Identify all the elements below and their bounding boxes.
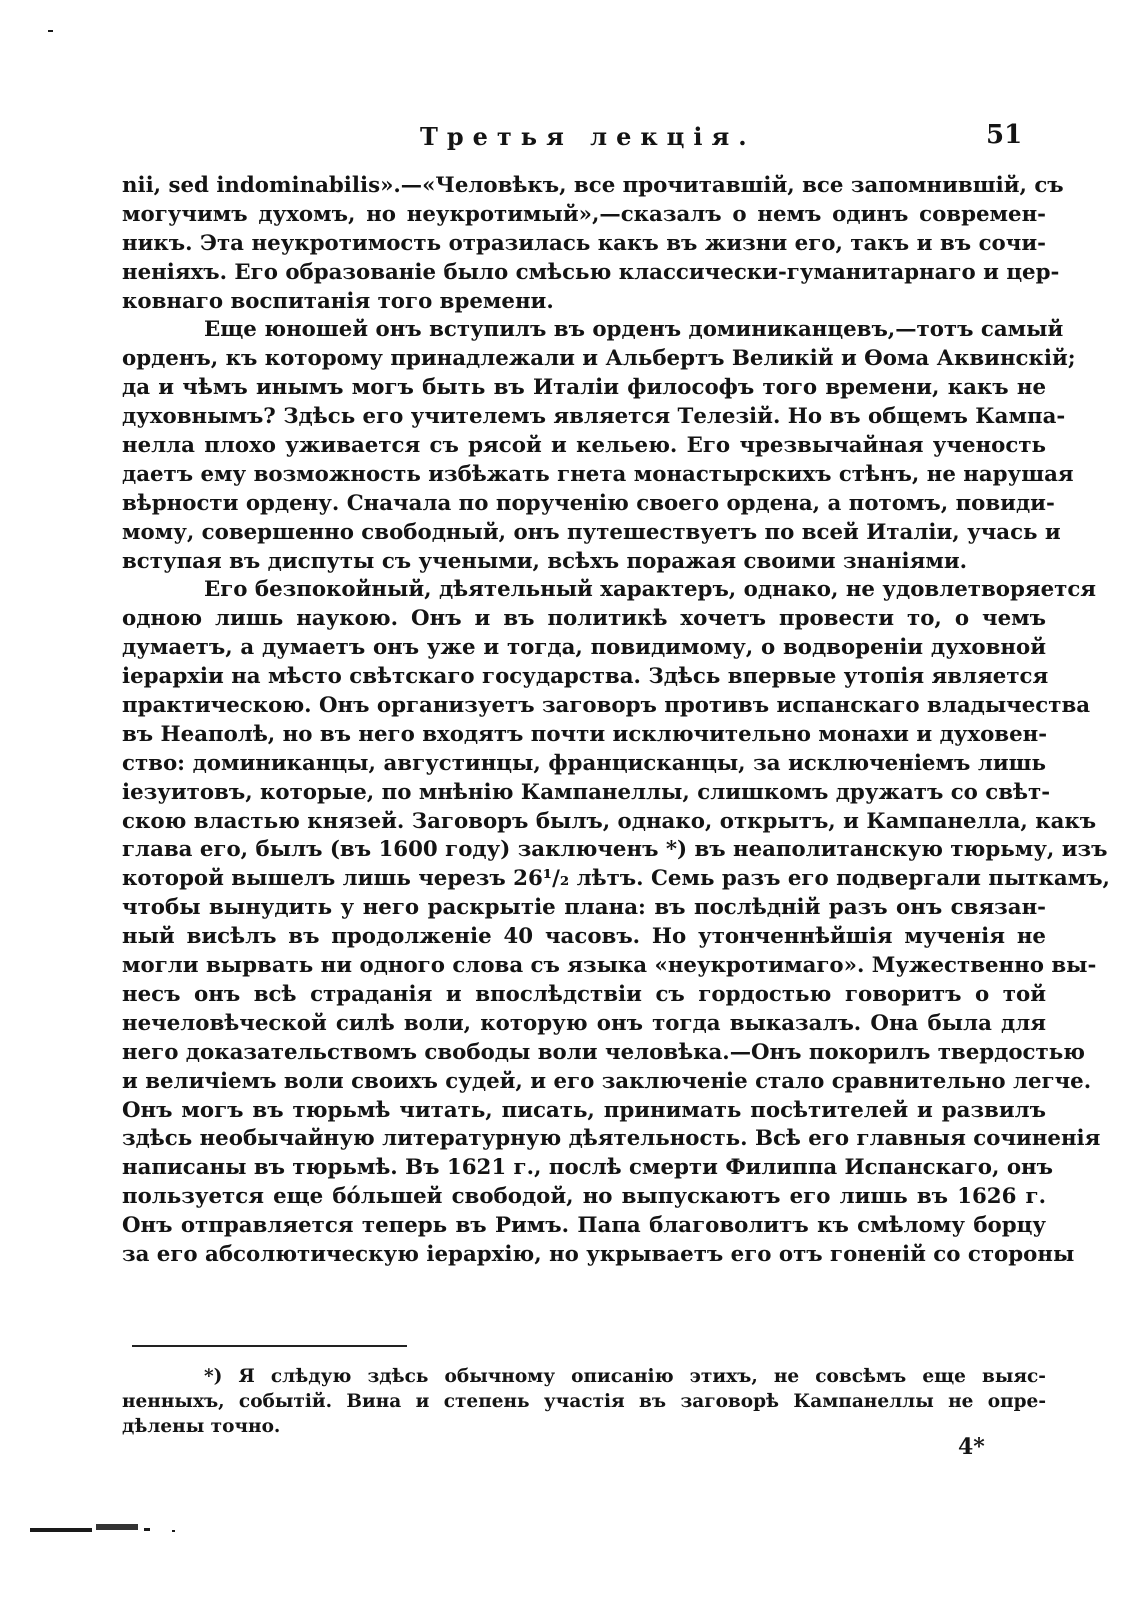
text-line: орденъ, къ которому принадлежали и Альбертъ Великій и Ѳома Аквинскій;: [122, 346, 1076, 372]
text-line: нечеловѣческой силѣ воли, которую онъ тогда выказалъ. Она была для: [122, 1010, 1046, 1036]
text-line: нелла плохо уживается съ рясой и кельею. Его чрезвычайная ученость: [122, 433, 1046, 459]
page-number: 51: [986, 120, 1023, 150]
scan-speck: [30, 1528, 92, 1532]
signature-mark: 4*: [958, 1434, 985, 1460]
text-line: вступая въ диспуты съ учеными, всѣхъ поражая своими знаніями.: [122, 548, 968, 574]
scan-speck: [172, 1530, 175, 1532]
scan-speck: [96, 1524, 138, 1530]
scan-speck: [48, 30, 53, 32]
text-line: здѣсь необычайную литературную дѣятельность. Всѣ его главныя сочиненія: [122, 1126, 1101, 1152]
text-line: ковнаго воспитанія того времени.: [122, 288, 554, 314]
text-line: іезуитовъ, которые, по мнѣнію Кампанеллы, слишкомъ дружатъ со свѣт-: [122, 779, 1051, 805]
text-line: за его абсолютическую іерархію, но укрываетъ его отъ гоненій со стороны: [122, 1241, 1075, 1267]
text-line: которой вышелъ лишь черезъ 26¹/₂ лѣтъ. Семь разъ его подвергали пыткамъ,: [122, 866, 1110, 892]
text-line: несъ онъ всѣ страданія и впослѣдствіи съ гордостью говоритъ о той: [122, 981, 1046, 1007]
text-line: ный висѣлъ въ продолженіе 40 часовъ. Но утонченнѣйшія мученія не: [122, 924, 1046, 950]
text-line: и величіемъ воли своихъ судей, и его заключеніе стало сравнительно легче.: [122, 1068, 1092, 1094]
text-line: Онъ отправляется теперь въ Римъ. Папа благоволитъ къ смѣлому борцу: [122, 1213, 1046, 1239]
text-line: Его безпокойный, дѣятельный характеръ, однако, не удовлетворяется: [204, 577, 1097, 603]
text-line: чтобы вынудить у него раскрытіе плана: въ послѣдній разъ онъ связан-: [122, 895, 1046, 921]
text-line: іерархіи на мѣсто свѣтскаго государства. Здѣсь впервые утопія является: [122, 664, 1049, 690]
body-text: [122, 172, 1110, 1270]
text-line: могли вырвать ни одного слова съ языка «неукротимаго». Мужественно вы-: [122, 953, 1097, 979]
text-line: одною лишь наукою. Онъ и въ политикѣ хочетъ провести то, о чемъ: [122, 606, 1046, 632]
text-line: могучимъ духомъ, но неукротимый»,—сказалъ о немъ одинъ современ-: [122, 201, 1046, 227]
text-line: написаны въ тюрьмѣ. Въ 1621 г., послѣ смерти Филиппа Испанскаго, онъ: [122, 1155, 1053, 1181]
text-line: вѣрности ордену. Сначала по порученію своего ордена, а потомъ, повиди-: [122, 490, 1055, 516]
text-line: него доказательствомъ свободы воли человѣка.—Онъ покорилъ твердостью: [122, 1039, 1086, 1065]
footnote: [122, 1364, 1046, 1439]
text-line: да и чѣмъ инымъ могъ быть въ Италіи философъ того времени, какъ не: [122, 375, 1046, 401]
text-line: никъ. Эта неукротимость отразилась какъ въ жизни его, такъ и въ сочи-: [122, 230, 1046, 256]
text-line: даетъ ему возможность избѣжать гнета монастырскихъ стѣнъ, не нарушая: [122, 461, 1074, 487]
text-line: nii, sed indominabilis».—«Человѣкъ, все прочитавшій, все запомнившій, съ: [122, 173, 1064, 198]
scan-speck: [144, 1528, 150, 1531]
running-header-title: Третья лекція.: [420, 122, 756, 151]
footnote-divider: [132, 1345, 407, 1347]
text-line: Онъ могъ въ тюрьмѣ читать, писать, принимать посѣтителей и развилъ: [122, 1097, 1046, 1123]
text-line: практическою. Онъ организуетъ заговоръ противъ испанскаго владычества: [122, 693, 1091, 719]
text-line: духовнымъ? Здѣсь его учителемъ является Телезій. Но въ общемъ Кампа-: [122, 404, 1066, 430]
text-line: скою властью князей. Заговоръ былъ, однако, открытъ, и Кампанелла, какъ: [122, 808, 1097, 834]
text-line: думаетъ, а думаетъ онъ уже и тогда, повидимому, о водвореніи духовной: [122, 635, 1046, 661]
footnote-line: *) Я слѣдую здѣсь обычному описанію этихъ, не совсѣмъ еще выяс-: [204, 1366, 1046, 1387]
text-line: глава его, былъ (въ 1600 году) заключенъ *) въ неаполитанскую тюрьму, изъ: [122, 837, 1108, 863]
text-line: пользуется еще бо́льшей свободой, но выпускаютъ его лишь въ 1626 г.: [122, 1184, 1046, 1210]
text-line: ство: доминиканцы, августинцы, францисканцы, за исключеніемъ лишь: [122, 750, 1046, 776]
text-line: мому, совершенно свободный, онъ путешествуетъ по всей Италіи, учась и: [122, 519, 1061, 545]
footnote-line: дѣлены точно.: [122, 1416, 281, 1437]
text-line: въ Неаполѣ, но въ него входятъ почти исключительно монахи и духовен-: [122, 721, 1048, 747]
text-line: Еще юношей онъ вступилъ въ орденъ доминиканцевъ,—тотъ самый: [204, 317, 1064, 343]
text-line: неніяхъ. Его образованіе было смѣсью классически-гуманитарнаго и цер-: [122, 259, 1060, 285]
footnote-line: ненныхъ, событій. Вина и степень участія въ заговорѣ Кампанеллы не опре-: [122, 1391, 1046, 1412]
